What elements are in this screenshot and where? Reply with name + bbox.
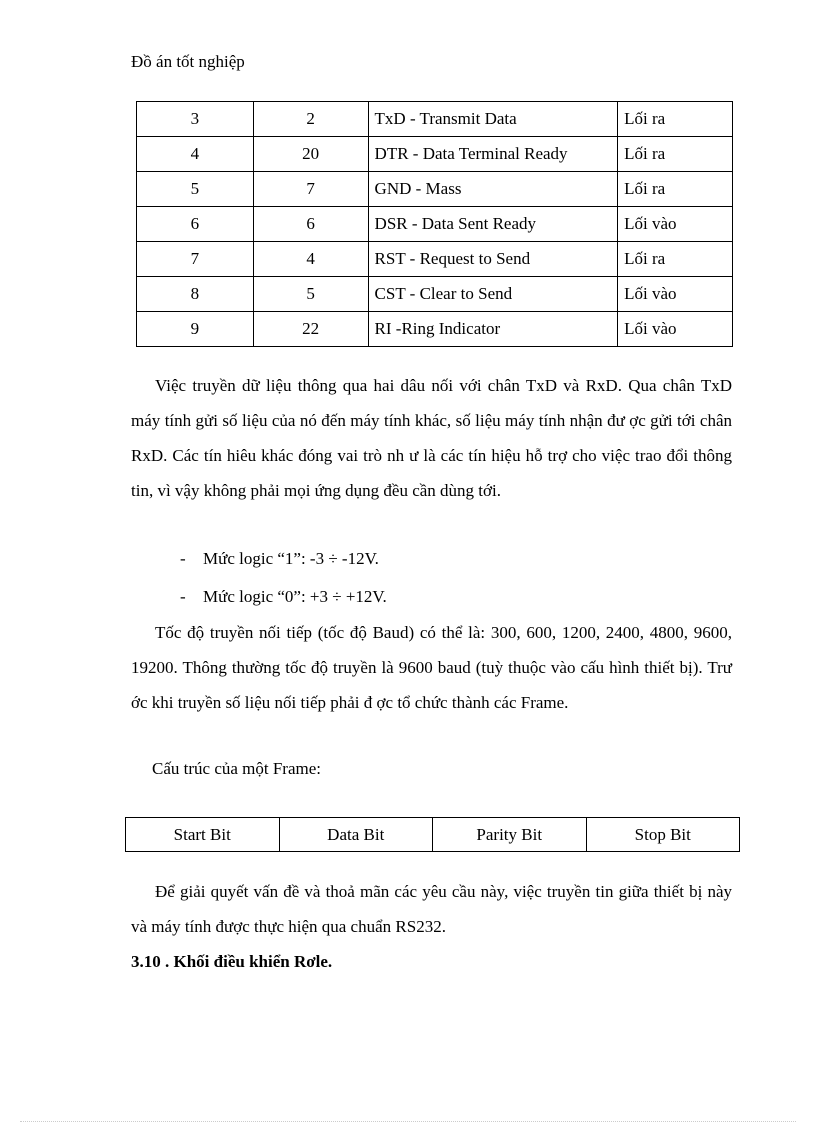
section-heading: 3.10 . Khối điều khiển Rơle. (131, 952, 333, 971)
paragraph-data-transfer (131, 368, 732, 508)
stop-bit-cell: Stop Bit (586, 818, 740, 852)
pin25-cell: 5 (253, 277, 368, 312)
frame-intro: Cấu trúc của một Frame: (152, 759, 322, 778)
bullet-logic-0 (180, 587, 387, 607)
pin9-cell: 7 (137, 242, 254, 277)
signal-cell: GND - Mass (368, 172, 618, 207)
signal-cell: DTR - Data Terminal Ready (368, 137, 618, 172)
table-row (137, 242, 733, 277)
page-bottom-rule (20, 1121, 796, 1122)
pin25-cell: 20 (253, 137, 368, 172)
direction-cell: Lối ra (618, 172, 733, 207)
direction-cell: Lối vào (618, 207, 733, 242)
table-row (137, 102, 733, 137)
parity-bit-cell: Parity Bit (433, 818, 587, 852)
signal-cell: DSR - Data Sent Ready (368, 207, 618, 242)
table-row (137, 137, 733, 172)
page-header: Đồ án tốt nghiệp (131, 52, 245, 71)
pin25-cell: 22 (253, 312, 368, 347)
paragraph-text: Việc truyền dữ liệu thông qua hai dâu nối với chân TxD và RxD. Qua chân TxD máy tính gửi số liệu của nó đến máy tính khác, số liệu máy tính nhận đư ợc gửi tới chân RxD. Các tín hiêu khác đóng vai trò nh ư là các tín hiệu hỗ trợ cho việc trao đổi thông tin, vì vậy không phải mọi ứng dụng đều cần dùng tới. (131, 376, 732, 500)
direction-cell: Lối ra (618, 242, 733, 277)
pin25-cell: 4 (253, 242, 368, 277)
bullet-dash: - (180, 549, 186, 568)
pin-table (136, 101, 733, 347)
bullet-text: Mức logic “1”: -3 ÷ -12V. (203, 549, 379, 568)
pin9-cell: 4 (137, 137, 254, 172)
signal-cell: CST - Clear to Send (368, 277, 618, 312)
pin9-cell: 9 (137, 312, 254, 347)
paragraph-text: Để giải quyết vấn đề và thoả mãn các yêu cầu này, việc truyền tin giữa thiết bị này và máy tính được thực hiện qua chuẩn RS232. (131, 882, 732, 936)
direction-cell: Lối vào (618, 277, 733, 312)
paragraph-text: Tốc độ truyền nối tiếp (tốc độ Baud) có thể là: 300, 600, 1200, 2400, 4800, 9600, 19200. Thông thường tốc độ truyền là 9600 baud (tuỳ thuộc vào cấu hình thiết bị). Trư ớc khi truyền số liệu nối tiếp phải đ ợc tổ chức thành các Frame. (131, 623, 732, 712)
paragraph-rs232 (131, 874, 732, 944)
direction-cell: Lối vào (618, 312, 733, 347)
pin25-cell: 2 (253, 102, 368, 137)
pin25-cell: 7 (253, 172, 368, 207)
bullet-text: Mức logic “0”: +3 ÷ +12V. (203, 587, 387, 606)
table-row (137, 277, 733, 312)
direction-cell: Lối ra (618, 102, 733, 137)
table-row (137, 207, 733, 242)
pin9-cell: 5 (137, 172, 254, 207)
bullet-dash: - (180, 587, 186, 606)
direction-cell: Lối ra (618, 137, 733, 172)
table-row (137, 172, 733, 207)
pin25-cell: 6 (253, 207, 368, 242)
pin9-cell: 3 (137, 102, 254, 137)
pin9-cell: 8 (137, 277, 254, 312)
signal-cell: TxD - Transmit Data (368, 102, 618, 137)
data-bit-cell: Data Bit (279, 818, 433, 852)
signal-cell: RI -Ring Indicator (368, 312, 618, 347)
pin9-cell: 6 (137, 207, 254, 242)
paragraph-baud-rate (131, 615, 732, 720)
table-row (137, 312, 733, 347)
table-row (126, 818, 740, 852)
frame-structure-table (125, 817, 740, 852)
start-bit-cell: Start Bit (126, 818, 280, 852)
bullet-logic-1 (180, 549, 379, 569)
signal-cell: RST - Request to Send (368, 242, 618, 277)
